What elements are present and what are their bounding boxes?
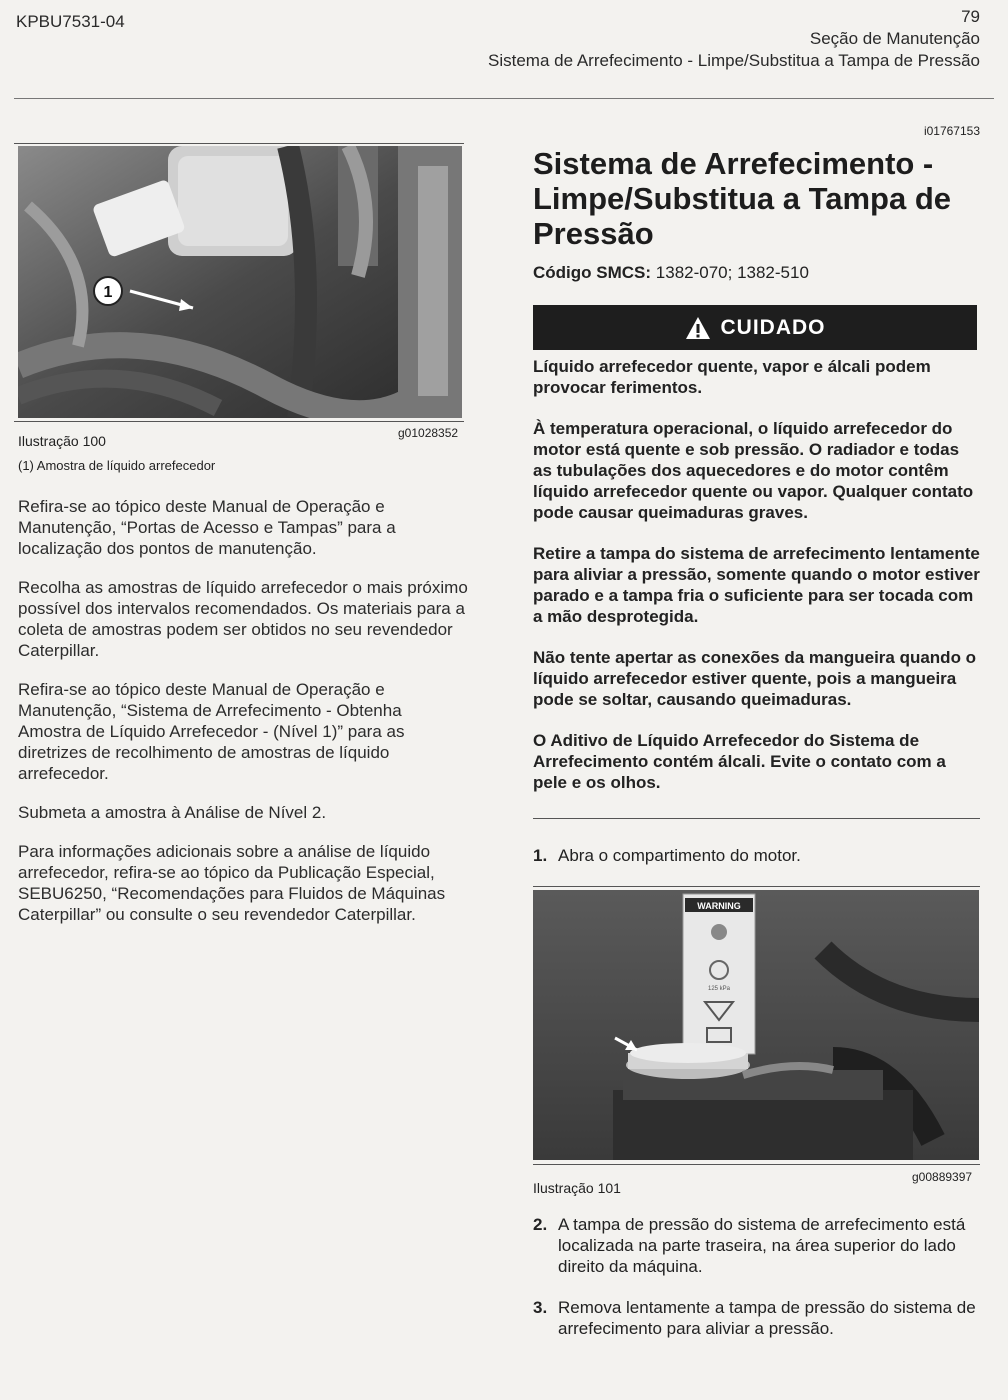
smcs-label: Código SMCS: [533, 263, 652, 282]
sticker-title: WARNING [697, 901, 741, 911]
caution-paragraph: O Aditivo de Líquido Arrefecedor do Sistema de Arrefecimento contém álcali. Evite o contato com a pele e os olhos. [533, 731, 946, 792]
step-text: A tampa de pressão do sistema de arrefecimento está localizada na parte traseira, na área superior do lado direito da máquina. [558, 1215, 966, 1276]
figure-101-top-rule [533, 886, 980, 887]
page-number: 79 [961, 7, 980, 26]
sticker-small-text: 125 kPa [707, 986, 731, 992]
step-text: Remova lentamente a tampa de pressão do sistema de arrefecimento para aliviar a pressão. [558, 1298, 976, 1338]
warning-triangle-icon [685, 316, 711, 340]
caution-paragraph: Retire a tampa do sistema de arrefecimento lentamente para aliviar a pressão, somente quando o motor estiver parado e a tampa fria o suficiente para ser tocada com a mão desprotegida. [533, 544, 980, 626]
doc-code: KPBU7531-04 [16, 12, 125, 31]
header-divider [14, 98, 994, 99]
step-1 [533, 845, 980, 866]
caution-paragraph: À temperatura operacional, o líquido arrefecedor do motor está quente e sob pressão. O radiador e todas as tubulações dos aquecedores e do motor contêm líquido arrefecedor quente ou vapor. Qualquer contato pode causar queimaduras graves. [533, 419, 974, 522]
figure-100-top-rule [14, 143, 464, 144]
figure-101-ref: g00889397 [912, 1170, 973, 1184]
caution-title: CUIDADO [720, 315, 826, 339]
step-number: 1. [533, 846, 548, 865]
step-2 [533, 1214, 980, 1277]
caution-end-rule [533, 818, 980, 819]
caution-banner [533, 305, 977, 350]
figure-100-callout-note: (1) Amostra de líquido arrefecedor [18, 458, 216, 473]
figure-101-bottom-rule [533, 1164, 980, 1165]
left-body-text [18, 496, 468, 943]
paragraph: Refira-se ao tópico deste Manual de Operação e Manutenção, “Sistema de Arrefecimento - Obtenha Amostra de Líquido Arrefecedor - (Nível 1)” para as diretrizes de recolhimento de amostras de líquido arrefecedor. [18, 680, 405, 783]
document-id: i01767153 [923, 124, 980, 138]
caution-paragraph: Líquido arrefecedor quente, vapor e álcali podem provocar ferimentos. [533, 357, 931, 397]
paragraph: Recolha as amostras de líquido arrefecedor o mais próximo possível dos intervalos recomendados. Os materiais para a coleta de amostras podem ser obtidos no seu revendedor Caterpillar. [18, 578, 468, 660]
paragraph: Submeta a amostra à Análise de Nível 2. [18, 803, 327, 822]
figure-100-ref: g01028352 [398, 426, 459, 440]
smcs-code [533, 263, 809, 283]
step-number: 2. [533, 1215, 548, 1234]
caution-text [533, 356, 980, 813]
callout-1: 1 [103, 284, 113, 301]
step-3 [533, 1297, 980, 1339]
figure-100-label: Ilustração 100 [18, 433, 106, 449]
step-text: Abra o compartimento do motor. [558, 846, 801, 865]
paragraph: Refira-se ao tópico deste Manual de Operação e Manutenção, “Portas de Acesso e Tampas” para a localização dos pontos de manutenção. [18, 497, 396, 558]
step-number: 3. [533, 1298, 548, 1317]
coolant-sample-photo [18, 146, 462, 418]
topic-name: Sistema de Arrefecimento - Limpe/Substitua a Tampa de Pressão [488, 51, 980, 70]
section-name: Seção de Manutenção [809, 29, 980, 48]
page-title: Sistema de Arrefecimento - Limpe/Substitua a Tampa de Pressão [533, 146, 952, 251]
page-header [488, 6, 980, 72]
paragraph: Para informações adicionais sobre a análise de líquido arrefecedor, refira-se ao tópico da Publicação Especial, SEBU6250, “Recomendações para Fluidos de Máquinas Caterpillar” ou consulte o seu revendedor Caterpillar. [18, 842, 446, 924]
pressure-cap-photo [533, 890, 979, 1160]
figure-101-label: Ilustração 101 [533, 1180, 621, 1196]
figure-100-bottom-rule [14, 421, 464, 422]
smcs-values: 1382-070; 1382-510 [655, 263, 809, 282]
caution-paragraph: Não tente apertar as conexões da mangueira quando o líquido arrefecedor estiver quente, pois a mangueira pode se soltar, causando queimaduras. [533, 648, 977, 709]
